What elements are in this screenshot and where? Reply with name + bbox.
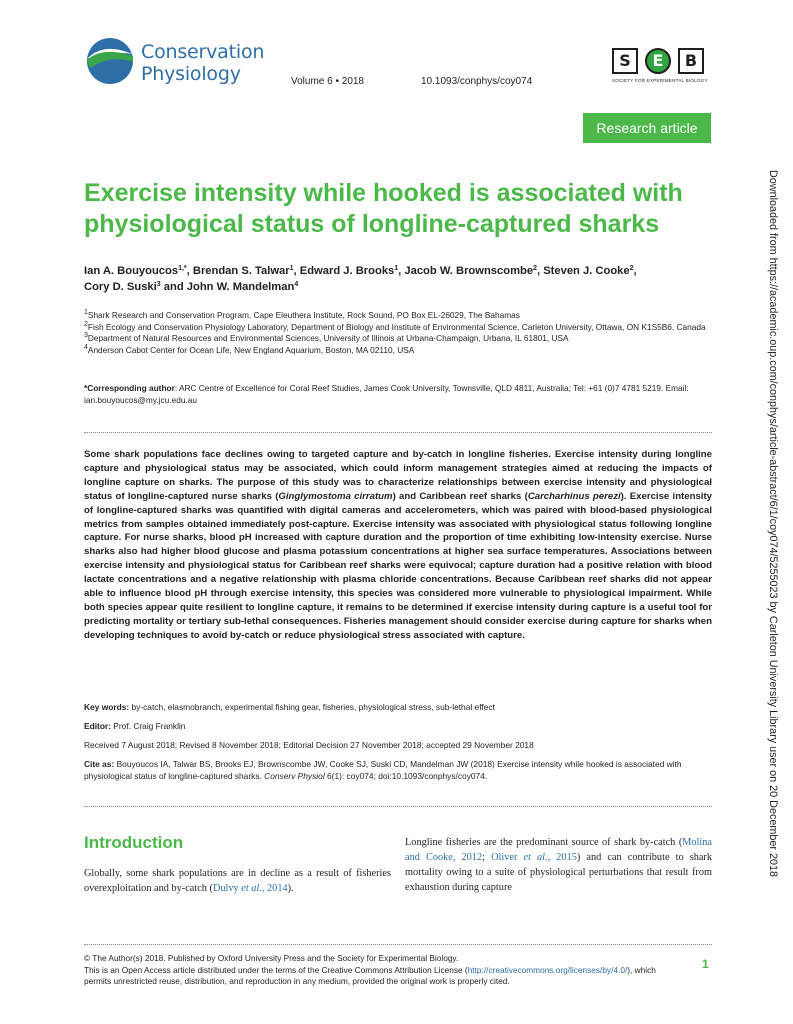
citation-link[interactable]: Molina and Cooke, 2012: [405, 837, 712, 863]
cite-as-label: Cite as:: [84, 759, 115, 769]
copyright-footer: [84, 953, 684, 988]
journal-name-line1: Conservation: [141, 41, 265, 63]
author-name[interactable]: Brendan S. Talwar: [192, 265, 290, 277]
species-name: Carcharhinus perezi: [527, 490, 621, 502]
author-name[interactable]: Edward J. Brooks: [299, 265, 395, 277]
keywords-label: Key words:: [84, 702, 130, 712]
affiliation-item: [84, 310, 714, 322]
author-name[interactable]: John W. Mandelman: [186, 281, 295, 293]
affiliation-item: [84, 333, 714, 345]
affiliation-number: 1: [84, 309, 88, 316]
citation-link[interactable]: Dulvy et al., 2014: [212, 883, 288, 894]
cite-as-text: Bouyoucos IA, Talwar BS, Brooks EJ, Brownscombe JW, Cooke SJ, Suski CD, Mandelman JW (2018) Exercise intensity while hooked is associated with physiological status of longline-captured sharks.: [84, 759, 682, 781]
abstract-text: ). Exercise intensity of longline-captured sharks was quantified with digital cameras and accelerometers, which was paired with blood-based physiological metrics from samples obtained immediately post-capture. Exercise intensity was associated with physiological status following longline capture. For nurse sharks, blood pH increased with capture duration and the proportion of time exhibiting low-intensity exercise. Nurse sharks also had higher blood glucose and plasma potassium concentrations at higher sea surface temperatures. Associations between exercise intensity and physiological status for Caribbean reef sharks were equivocal; capture duration had a positive relation with blood lactate concentrations and a negative relationship with plasma chloride concentrations. Because Caribbean reef sharks did not appear able to influence blood pH through exercise intensity, this species was considered more vulnerable to physiological impairment. While both species appear quite resilient to longline capture, it remains to be determined if exercise intensity during capture is a useful tool for predicting mortality or tertiary sub-lethal consequences. Fisheries management should consider exercise during capture for sharks when developing techniques to avoid by-catch or reduce physiological stress associated with capture.: [84, 490, 712, 641]
seb-subtitle: SOCIETY FOR EXPERIMENTAL BIOLOGY: [612, 78, 708, 83]
affiliation-text: Shark Research and Conservation Program, Cape Eleuthera Institute, Rock Sound, PO Box EL-26029, The Bahamas: [87, 310, 520, 320]
author-name[interactable]: Jacob W. Brownscombe: [404, 265, 534, 277]
divider: [84, 944, 712, 945]
cite-as-journal: Conserv Physiol: [264, 771, 325, 781]
article-type-banner: Research article: [583, 113, 711, 143]
divider: [84, 806, 712, 807]
body-text: Longline fisheries are the predominant source of shark by-catch (: [405, 837, 683, 848]
affiliation-text: Anderson Cabot Center for Ocean Life, New England Aquarium, Boston, MA 02110, USA: [87, 344, 415, 355]
intro-paragraph-right: [405, 835, 712, 895]
affiliation-item: [84, 345, 714, 357]
globe-logo-icon: [84, 36, 136, 86]
intro-paragraph-left: [84, 866, 391, 896]
keywords: [84, 701, 712, 713]
body-text: ;: [482, 852, 492, 863]
seb-letter-s: S: [612, 48, 638, 74]
affiliation-number: 4: [84, 343, 88, 351]
abstract-text: ) and Caribbean reef sharks (: [392, 490, 528, 502]
keywords-text: by-catch, elasmobranch, experimental fishing gear, fisheries, physiological stress, sub-lethal effect: [129, 702, 495, 712]
editor: [84, 720, 712, 732]
received-dates: Received 7 August 2018; Revised 8 November 2018; Editorial Decision 27 November 2018; accepted 29 November 2018: [84, 740, 534, 750]
doi-text: 10.1093/conphys/coy074: [421, 76, 533, 87]
cite-as: [84, 758, 712, 782]
divider: [84, 432, 712, 433]
body-text: ).: [287, 883, 294, 894]
article-title: Exercise intensity while hooked is associated with physiological status of longline-captured sharks: [84, 179, 683, 238]
author-affiliation-marker: 3: [156, 281, 161, 288]
corresponding-author-details[interactable]: : ARC Centre of Excellence for Coral Reef Studies, James Cook University, Townsville, QLD 4811, Australia; Tel: +61 (0)7 4781 5219. Email: ian.bouyoucos@my.jcu.edu.au: [84, 383, 689, 405]
body-text: Globally, some shark populations are in decline as a result of fisheries overexploitation and by-catch (: [84, 868, 391, 894]
author-affiliation-marker: 2: [629, 265, 634, 272]
author-affiliation-marker: 1,*: [178, 265, 187, 272]
author-separator: ,: [398, 265, 405, 277]
download-watermark-text: Downloaded from https://academic.oup.com/conphys/article-abstract/6/1/coy074/5255023 by Carleton University Library user on 20 December 2018: [767, 170, 779, 877]
author-name[interactable]: Steven J. Cooke: [543, 265, 630, 277]
species-name: Ginglymostoma cirratum: [278, 490, 393, 502]
volume-info: Volume 6 • 2018: [291, 76, 364, 87]
corresponding-author: [84, 382, 714, 406]
author-separator: ,: [536, 265, 544, 277]
copyright-line: © The Author(s) 2018. Published by Oxford University Press and the Society for Experimental Biology.: [84, 953, 459, 963]
affiliation-number: 2: [84, 320, 88, 328]
body-text: ) and can contribute to shark mortality owing to a suite of physiological perturbations that result from exhaustion during capture: [405, 852, 713, 893]
author-name[interactable]: Ian A. Bouyoucos: [84, 265, 179, 277]
journal-logo: [84, 36, 284, 86]
cite-as-tail: 6(1): coy074; doi:10.1093/conphys/coy074.: [324, 771, 488, 781]
author-separator: ,: [293, 265, 300, 277]
abstract: [84, 448, 712, 643]
license-line: This is an Open Access article distributed under the terms of the Creative Commons Attribution License (http://creativecommons.org/licenses/by/4.0/), which permits unrestricted reuse, distribution, and reproduction in any medium, provided the original work is properly cited.: [84, 964, 656, 986]
affiliation-item: [84, 322, 714, 334]
author-affiliation-marker: 1: [289, 265, 294, 272]
author-list: [84, 263, 724, 295]
seb-logo: [612, 48, 712, 92]
author-affiliation-marker: 4: [294, 281, 299, 288]
section-heading-introduction: Introduction: [84, 833, 184, 852]
editor-name: Prof. Craig Franklin: [110, 721, 186, 731]
abstract-text: Some shark populations face declines owing to targeted capture and by-catch in longline fisheries. Exercise intensity during longline capture and physiological status may be associated, which could inform management strategies aimed at reducing the impacts of longline capture on sharks. The purpose of this study was to characterize relationships between exercise intensity and physiological status of longline-captured nurse sharks (: [84, 449, 712, 502]
author-separator: and: [160, 281, 187, 293]
author-separator: ,: [633, 265, 637, 277]
author-affiliation-marker: 2: [533, 265, 537, 272]
license-link[interactable]: http://creativecommons.org/licenses/by/4.0/: [467, 964, 628, 975]
citation-link[interactable]: Oliver et al., 2015: [491, 852, 577, 863]
affiliation-text: Department of Natural Resources and Environmental Sciences, University of Illinois at Urbana-Champaign, Urbana, IL 61801, USA: [87, 333, 569, 343]
affiliation-text: Fish Ecology and Conservation Physiology Laboratory, Department of Biology and Institute of Environmental Science, Carleton University, Ottawa, ON K1S5B6, Canada: [87, 321, 706, 332]
download-watermark: [763, 170, 779, 877]
affiliation-number: 3: [84, 332, 88, 339]
author-affiliation-marker: 1: [394, 265, 399, 272]
editor-label: Editor:: [84, 721, 111, 731]
author-separator: ,: [186, 265, 193, 277]
affiliation-list: [84, 310, 714, 356]
page-number: 1: [702, 957, 709, 971]
seb-letter-b: B: [678, 48, 704, 74]
author-name[interactable]: Cory D. Suski: [84, 281, 157, 293]
seb-letter-e: E: [645, 48, 671, 74]
journal-name-line2: Physiology: [141, 63, 241, 85]
corresponding-author-label: *Corresponding author: [84, 383, 175, 393]
